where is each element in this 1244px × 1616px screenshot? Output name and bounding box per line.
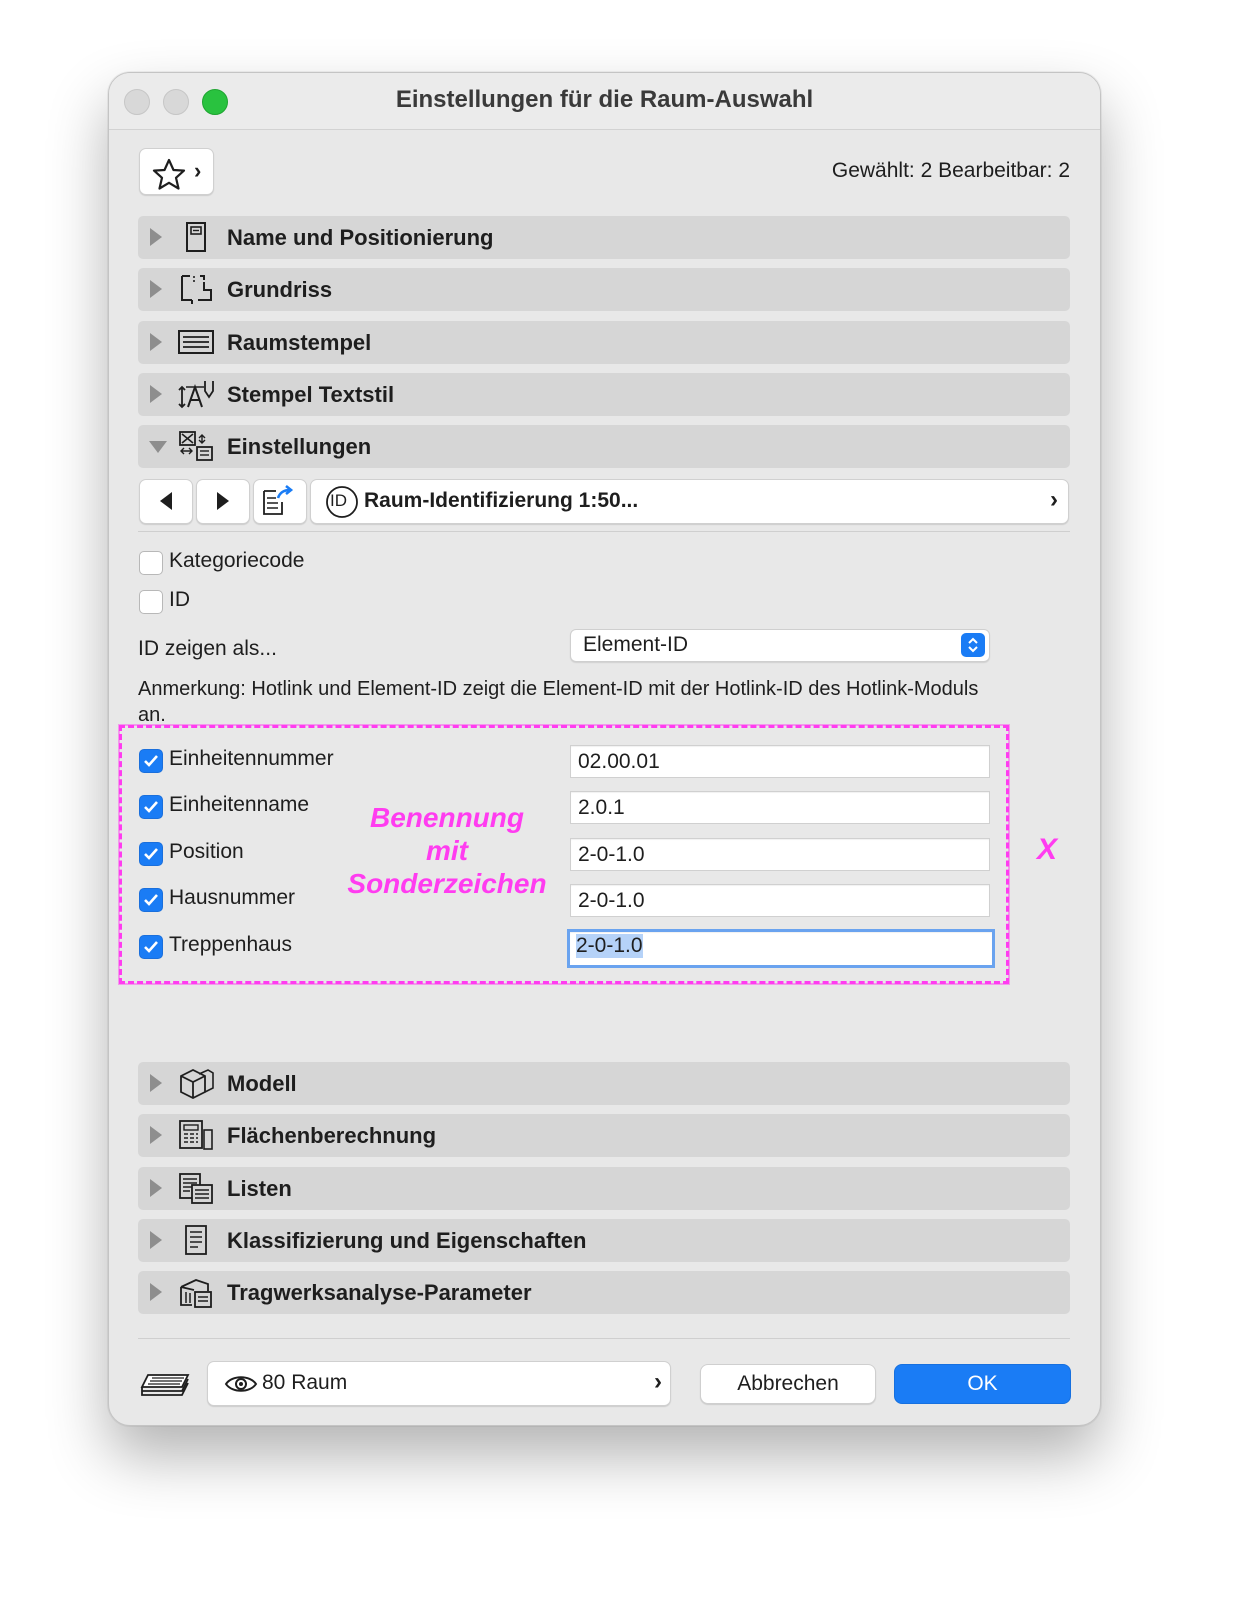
- floor-plan-icon: [178, 272, 214, 306]
- area-calculation-icon: [178, 1118, 214, 1152]
- id-display-label: ID zeigen als...: [138, 637, 277, 660]
- field-value: 2.0.1: [578, 796, 625, 819]
- section-label: Listen: [227, 1176, 292, 1201]
- favorites-button[interactable]: [139, 148, 214, 195]
- disclosure-triangle-icon: [150, 1283, 162, 1301]
- settings-dialog: [108, 72, 1101, 1426]
- triangle-left-icon: [140, 480, 192, 523]
- id-checkbox[interactable]: [139, 590, 163, 614]
- annotation-x-mark: X: [1037, 833, 1058, 866]
- title-bar: [109, 73, 1100, 130]
- section-label: Flächenberechnung: [227, 1123, 437, 1148]
- section-zone-stamp[interactable]: [138, 321, 1070, 364]
- chevron-right-icon: ›: [194, 158, 202, 183]
- section-stamp-text-style[interactable]: [138, 373, 1070, 416]
- disclosure-triangle-icon: [150, 385, 162, 403]
- annotation-line: Benennung: [370, 802, 524, 833]
- text-style-icon: [178, 377, 214, 411]
- id-display-value: Element-ID: [583, 633, 689, 656]
- section-label: Einstellungen: [227, 434, 372, 459]
- section-label: Tragwerksanalyse-Parameter: [227, 1280, 532, 1305]
- kategoriecode-checkbox[interactable]: [139, 551, 163, 575]
- zone-stamp-icon: [178, 325, 214, 359]
- layer-name: 80 Raum: [262, 1371, 348, 1394]
- document-export-icon: [254, 480, 306, 523]
- disclosure-triangle-open-icon: [149, 441, 167, 453]
- section-label: Modell: [227, 1071, 297, 1096]
- annotation-text: [322, 801, 572, 900]
- section-name-positioning[interactable]: [138, 216, 1070, 259]
- star-icon: [152, 158, 186, 190]
- model-icon: [178, 1066, 214, 1100]
- section-label: Klassifizierung und Eigenschaften: [227, 1228, 587, 1253]
- section-structural-analysis[interactable]: [138, 1271, 1070, 1314]
- previous-stamp-button[interactable]: [139, 479, 193, 524]
- settings-icon: [178, 429, 214, 463]
- disclosure-triangle-icon: [150, 280, 162, 298]
- section-area-calculation[interactable]: [138, 1114, 1070, 1157]
- disclosure-triangle-icon: [150, 228, 162, 246]
- chevron-right-icon: ›: [654, 1368, 662, 1395]
- listing-icon: [178, 1171, 214, 1205]
- kategoriecode-label: Kategoriecode: [169, 549, 305, 572]
- section-settings[interactable]: [138, 425, 1070, 468]
- section-label: Grundriss: [227, 277, 333, 302]
- divider: [138, 531, 1070, 532]
- field-value: 2-0-1.0: [578, 843, 645, 866]
- section-label: Name und Positionierung: [227, 225, 494, 250]
- section-model[interactable]: [138, 1062, 1070, 1105]
- hotlink-note: Anmerkung: Hotlink und Element-ID zeigt die Element-ID mit der Hotlink-ID des Hotlink-Moduls an.: [138, 678, 979, 726]
- structural-analysis-icon: [178, 1275, 214, 1309]
- id-badge-text: ID: [330, 491, 347, 510]
- popup-stepper-icon: [961, 633, 985, 657]
- section-label: Stempel Textstil: [227, 382, 395, 407]
- id-display-select[interactable]: [570, 629, 990, 662]
- section-floor-plan[interactable]: [138, 268, 1070, 311]
- load-stamp-button[interactable]: [253, 479, 307, 524]
- disclosure-triangle-icon: [150, 1126, 162, 1144]
- name-positioning-icon: [178, 220, 214, 254]
- cancel-button[interactable]: Abbrechen: [700, 1364, 876, 1404]
- ok-button[interactable]: OK: [894, 1364, 1071, 1404]
- disclosure-triangle-icon: [150, 1074, 162, 1092]
- treppenhaus-label: Treppenhaus: [169, 933, 292, 956]
- stamp-name: Raum-Identifizierung 1:50...: [364, 489, 639, 512]
- einheitenname-label: Einheitenname: [169, 793, 310, 816]
- next-stamp-button[interactable]: [196, 479, 250, 524]
- section-listing[interactable]: [138, 1167, 1070, 1210]
- layer-icon: [140, 1365, 192, 1401]
- section-label: Raumstempel: [227, 330, 372, 355]
- disclosure-triangle-icon: [150, 1231, 162, 1249]
- layer-selector[interactable]: [207, 1361, 671, 1406]
- annotation-line: mit: [426, 835, 468, 866]
- disclosure-triangle-icon: [150, 333, 162, 351]
- selection-count: Gewählt: 2 Bearbeitbar: 2: [831, 159, 1070, 182]
- footer-divider: [138, 1338, 1070, 1339]
- id-label: ID: [169, 588, 190, 611]
- disclosure-triangle-icon: [150, 1179, 162, 1197]
- field-value: 02.00.01: [578, 750, 660, 773]
- annotation-line: Sonderzeichen: [347, 868, 547, 899]
- position-label: Position: [169, 840, 244, 863]
- stamp-selector[interactable]: [310, 479, 1069, 524]
- einheitennummer-label: Einheitennummer: [169, 747, 334, 770]
- field-value: 2-0-1.0: [578, 889, 645, 912]
- chevron-right-icon: ›: [1050, 486, 1058, 513]
- section-classification[interactable]: [138, 1219, 1070, 1262]
- classification-icon: [178, 1223, 214, 1257]
- window-title: Einstellungen für die Raum-Auswahl: [395, 86, 814, 113]
- triangle-right-icon: [197, 480, 249, 523]
- hausnummer-label: Hausnummer: [169, 886, 296, 909]
- eye-icon: [224, 1373, 258, 1395]
- field-value-selected: 2-0-1.0: [576, 934, 643, 957]
